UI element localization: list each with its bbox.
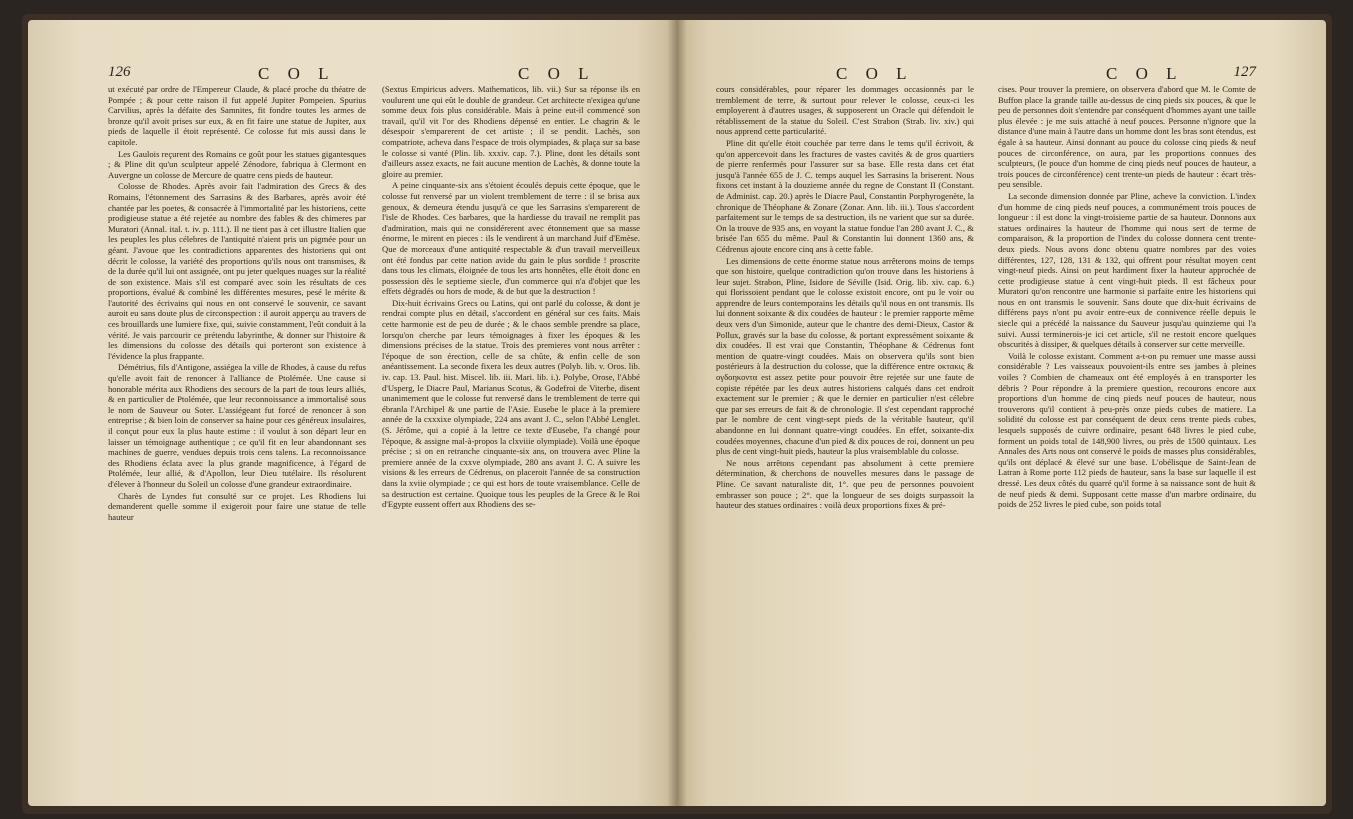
right-page-column-2 bbox=[998, 84, 1256, 512]
running-title: C O L bbox=[258, 64, 336, 83]
paragraph: Voilà le colosse existant. Comment a-t-on pu remuer une masse aussi considérable ? Les vaisseaux pouvoient-ils entre ses jambes à pleines voiles ? Combien de chameaux ont été employés à en transporter les débris ? Pour répondre à la premiere question, recourons encore aux proportions d'un homme de cinq pieds neuf pouces de hauteur, nous trouverons qu'il contient à peu-près onze pieds cubes de matiere. La solidité du colosse est par conséquent de deux cens trente pieds cubes, lesquels supposés de cuivre ordinaire, pesant 648 livres le pied cube, forment un poids total de 148,900 livres, ou près de 1500 quintaux. Les Annales des Arts nous ont conservé le poids de masses plus considérables, qu'ils ont déplacé & élevé sur une base. L'obélisque de Saint-Jean de Latran à Rome porte 112 pieds de hauteur, sans la base sur laquelle il est dressé. Les deux côtés du quarré qu'il forme à sa naissance sont de huit & de neuf pieds & demi. Supposant cette masse d'un marbre ordinaire, du poids de 252 livres le pied cube, son poids total bbox=[998, 350, 1256, 510]
paragraph: Pline dit qu'elle étoit couchée par terre dans le tems qu'il écrivoit, & qu'on appercevoit dans les fractures de vastes cavités & de gros quartiers de pierre renfermés pour l'assurer sur sa base. Elle resta dans cet état jusqu'à l'année 655 de J. C. temps auquel les Sarrasins la briserent. Nous fixons cet instant à la douzieme année du regne de Constant II (Constant. de Administ. cap. 20.) après le Diacre Paul, Constantin Porphyrogenète, la chronique de Théophane & Zonare (Zonar. Ann. lib. iii.). Tous s'accordent parfaitement sur le temps de sa destruction, ils ne varient que sur sa durée. On la trouve de 935 ans, en voyant la statue fondue l'an 280 avant J. C., & brisée l'an 655 du même. Paul & Constantin lui donnent 1360 ans, & Cédrenus ajoute encore cinq ans à cette fable. bbox=[716, 137, 974, 254]
page-number: 126 bbox=[108, 64, 131, 80]
running-title-right-col: C O L bbox=[1106, 64, 1184, 83]
paragraph: Colosse de Rhodes. Après avoir fait l'admiration des Grecs & des Romains, l'étonnement des Sarrasins & des Barbares, après avoir été chantée par les poetes, & consacrée à l'immortalité par les historiens, cette prodigieuse statue a été rejetée au nombre des fables & des chimeres par Muratori (Annal. ital. t. iv. p. 111.). Il ne tient pas à cet illustre Italien que les peuples les plus célebres de l'antiquité n'aient pris un pigmée pour un géant. J'avoue que les contradictions apparentes des historiens qui ont décrit le colosse, la variété des proportions qu'ils nous ont transmises, & de la durée qu'il lui ont assignée, ont pu jeter quelques nuages sur la réalité de son existence. Mais s'il est comparé avec soin les résultats de ces proportions, évalué & combiné les différentes mesures, pesé le mérite & l'autorité des écrivains qui nous en ont conservé le souvenir, ce savant auroit eu sans doute plus de circonspection : il auroit apperçu au travers de ces brouillards une lumiere fixe, qui, suivie constamment, l'eût conduit à la vérité. Je vais parcourir ce prétendu labyrinthe, & donner sur l'histoire & les dimensions du colosse des détails qui porteront son existence à l'évidence la plus frappante. bbox=[108, 181, 366, 361]
left-page-header bbox=[108, 54, 640, 84]
paragraph: cises. Pour trouver la premiere, on observera d'abord que M. le Comte de Buffon place la grande taille au-dessus de cinq pieds six pouces, & que le peu de personnes doit s'entendre par conséquent d'hommes ayant une taille plus élevée : je me suis attaché à neuf pouces. Personne n'ignore que la distance d'une main à l'autre dans un homme dont les bras sont étendus, est égale à sa hauteur. Ainsi donnant au pouce du colosse cinq pieds & neuf pouces de circonférence, on aura, par les proportions connues des sculpteurs, (le pouce d'un homme de cinq pieds neuf pouces de hauteur, a trois pouces de circonférence) cent trente-un pieds de hauteur : écart très-peu sensible. bbox=[998, 84, 1256, 190]
paragraph: La seconde dimension donnée par Pline, acheve la conviction. L'index d'un homme de cinq pieds neuf pouces, a communément trois pouces de longueur : il est donc la vingt-troisieme partie de sa hauteur. Donnons aux statues ordinaires la hauteur de l'homme qui nous sert de terme de comparaison, & la proportion de l'index du colosse donnera cent trente-deux pieds. Nous avons donc obtenu quatre nombres par des voies différentes, 127, 128, 131 & 132, qui offrent pour résultat moyen cent vingt-neuf pieds. Ainsi on peut hardiment fixer la hauteur approchée de cette prodigieuse statue à cent vingt-huit pieds. Il est fâcheux pour Muratori qu'on rencontre une harmonie si parfaite entre les historiens qui nous en ont transmis le souvenir. Sans doute que dix-huit écrivains de différens pays n'ont pu avoir entre-eux de connivence réelle depuis le siecle qui a précédé la naissance du Sauveur jusqu'au quinzieme qui l'a suivi. Aussi terminerois-je ici cet article, s'il ne restoit encore quelques obscurités à dissiper, & quelques détails à conserver sur cette merveille. bbox=[998, 190, 1256, 350]
paragraph: ut exécuté par ordre de l'Empereur Claude, & placé proche du théatre de Pompée ; & pour cette raison il fut appelé Jupiter Pompeien. Spurius Carvilius, après la défaite des Samnites, fit fondre toutes les armes de bronze qu'il avoit prises sur eux, & en fit faire une statue de Jupiter, aux pieds de laquelle il étoit représenté. Ce colosse fut mis aussi dans le capitole. bbox=[108, 84, 366, 147]
paragraph: Charès de Lyndes fut consulté sur ce projet. Les Rhodiens lui demanderent quelle somme il exigeroit pour faire une statue de telle hauteur bbox=[108, 490, 366, 522]
left-page bbox=[28, 20, 676, 806]
running-title-right-col: C O L bbox=[518, 64, 596, 83]
running-title: C O L bbox=[836, 64, 914, 83]
right-page-columns bbox=[716, 84, 1256, 512]
paragraph: cours considérables, pour réparer les dommages occasionnés par le tremblement de terre, & surtout pour relever le colosse, ceux-ci les employerent à d'autres usages, & supposerent un Oracle qui défendoit le rétablissement de la statue du Soleil. C'est Strabon (Strab. liv. xiv.) qui nous apprend cette particularité. bbox=[716, 84, 974, 137]
book-gutter bbox=[667, 20, 687, 806]
paragraph: Démétrius, fils d'Antigone, assiégea la ville de Rhodes, à cause du refus qu'elle avoit fait de renoncer à l'alliance de Ptolémée. Une cause si honorable mérita aux Rhodiens des secours de la part de tous leurs alliés, & en particulier de Ptolémée, que leur reconnoissance a immortalisé sous le nom de Sauveur ou Soter. L'assiégeant fut forcé de renoncer à son entreprise ; & bien loin de conserver sa haine pour ces généreux insulaires, il conçut pour eux la plus haute estime : il voulut à son départ leur en laisser un témoignage authentique ; ce qu'il fit en leur abandonnant ses machines de guerre, vendues depuis trois cens talens. La reconnoissance des Rhodiens éclata avec la plus grande magnificence, à l'égard de Ptolémée, leur allié, & d'Apollon, leur Dieu tutélaire. Ils résolurent d'élever à l'honneur du Soleil un colosse d'une grandeur extraordinaire. bbox=[108, 362, 366, 489]
page-number: 127 bbox=[1233, 64, 1256, 80]
right-page-header bbox=[716, 54, 1256, 84]
right-page bbox=[676, 20, 1326, 806]
paragraph: Ne nous arrêtons cependant pas absolument à cette premiere détermination, & cherchons de nouvelles mesures dans le passage de Pline. Ce savant naturaliste dit, 1°. que peu de personnes pouvoient embrasser son pouce ; 2°. que la longueur de ses doigts surpassoit la hauteur des statues ordinaires : voilà deux proportions fixes & pré- bbox=[716, 457, 974, 511]
paragraph: Les Gaulois reçurent des Romains ce goût pour les statues gigantesques ; & Pline dit qu'un sculpteur appelé Zénodore, fabriqua à Clermont en Auvergne un colosse de Mercure de quatre cens pieds de hauteur. bbox=[108, 148, 366, 180]
paragraph: Dix-huit écrivains Grecs ou Latins, qui ont parlé du colosse, & dont je rendrai compte plus en détail, s'accordent en général sur ces faits. Mais cette harmonie est de peu de durée ; & le chaos semble prendre sa place, lorsqu'on cherche par leurs témoignages à fixer les époques & les dimensions précises de la statue. Trois des premieres vont nous arrêter : l'époque de son érection, celle de sa chûte, & enfin celle de son anéantissement. La seconde fixera les deux autres (Polyb. lib. v. Oros. lib. iv. cap. 13. Paul. hist. Miscel. lib. iii. Mari. lib. i.). Polybe, Orose, l'Abbé d'Usperg, le Diacre Paul, Marianus Scotus, & Godefroi de Viterbe, disent unanimement que le colosse fut renversé dans le tremblement de terre qui ébranla l'Archipel & une partie de l'Asie. Eusebe le place à la premiere année de la cxxxixe olympiade, 224 ans avant J. C., selon l'Abbé Lenglet. (S. Jérôme, qui a copié à la lettre ce texte d'Eusebe, l'a changé pour l'époque, & assigne mal-à-propos la clxviiie olympiade). Voilà une époque précise ; si on en retranche cinquante-six ans, on trouvera avec Pline la premiere année de la cxxve olympiade, 280 ans avant J. C. A suivre les visions & les erreurs de Cédrenus, on placeroit l'année de sa construction dans la xviie olympiade ; ce qui est hors de toute vraisemblance. Celle de sa destruction est certaine. Quoique tous les peuples de la Grece & le Roi d'Egypte eussent offert aux Rhodiens des se- bbox=[382, 297, 640, 510]
left-page-column-1 bbox=[108, 84, 366, 523]
paragraph: (Sextus Empiricus advers. Mathematicos, lib. vii.) Sur sa réponse ils en voulurent une qui eût le double de grandeur. Cet architecte n'exigea qu'une somme deux fois plus considérable. Mais à peine eut-il commencé son travail, qu'il vit l'or des Rhodiens dépensé en entier. Le chagrin & le désespoir s'emparerent de cet artiste ; il se pendit. Lachès, son compatriote, acheva dans l'espace de trois olympiades, & plaça sur sa base le colosse si vanté (Plin. lib. xxxiv. cap. 7.). Pline, dont les détails sont d'ailleurs assez exacts, ne fait aucune mention de Lachès, & donne toute la gloire au premier. bbox=[382, 84, 640, 179]
book-spread bbox=[22, 14, 1332, 814]
paragraph: A peine cinquante-six ans s'étoient écoulés depuis cette époque, que le colosse fut renversé par un violent tremblement de terre : il se brisa aux genoux, & demeura étendu jusqu'à ce que les Sarrasins s'emparerent de l'isle de Rhodes. Ces barbares, que la hardiesse du travail ne remplit pas d'admiration, mais qui ne considérerent avec étonnement que sa masse énorme, le mirent en pieces : ils le vendirent à un marchand Juif d'Emèse. Que de morceaux d'une antiquité respectable & d'un travail merveilleux ont été fondus par cette nation avide du gain le plus sordide ! proscrite dans tous les climats, éloignée de tous les arts honnêtes, elle étoit donc en possession dès le septieme siecle, d'un commerce qui n'a d'objet que les effets dégradés ou hors de mode, & de but que la destruction ! bbox=[382, 180, 640, 297]
right-page-column-1 bbox=[716, 84, 974, 512]
paragraph: Les dimensions de cette énorme statue nous arrêterons moins de temps que son histoire, quelque contradiction qu'on trouve dans les historiens à leur sujet. Strabon, Pline, Isidore de Séville (Isid. Orig. lib. xiv. cap. 6.) qui florissoient pendant que le colosse existoit encore, ont pu le voir ou apprendre de leurs contemporains les détails qu'il nous en ont transmis. Ils lui donnent soixante & dix coudées de hauteur : le premier rapporte même deux vers d'un Simonide, auteur que le chantre des demi-Dieux, Castor & Pollux, gravés sur la base du colosse, & portant expressément soixante & dix coudées. Il est vrai que Constantin, Théophane & Cédrenus font mention de quatre-vingt coudées. Mais on observera qu'ils sont bien postérieurs à la destruction du colosse, que la différence entre οκτακις & ογδοηκοντα est assez petite pour pouvoir être rejetée sur une faute de copiste répétée par les deux autres historiens calqués dans cet endroit exactement sur le premier ; & que le dernier en particulier n'est célebre que par ses erreurs de fait & de chronologie. Il s'est cependant rapproché par le nombre de cent vingt-sept pieds de la véritable hauteur, qu'il abandonne en lui donnant quatre-vingt coudées. En effet, soixante-dix coudées moyennes, chacune d'un pied & dix pouces de roi, donnent un peu plus de cent vingt-huit pieds, hauteur la plus vraisemblable du colosse. bbox=[716, 255, 974, 457]
left-page-column-2 bbox=[382, 84, 640, 523]
left-page-columns bbox=[108, 84, 640, 523]
